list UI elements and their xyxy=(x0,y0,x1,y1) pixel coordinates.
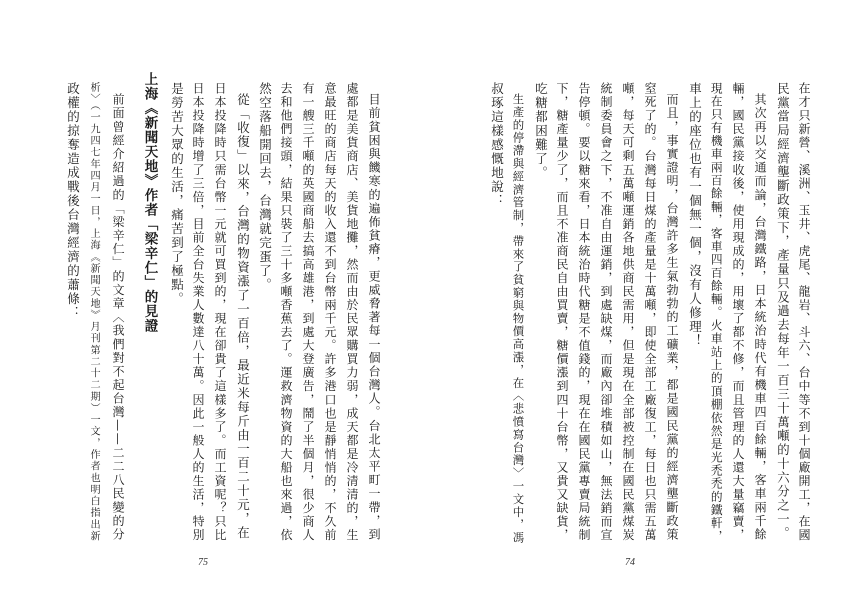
text-column: 是勞苦大眾的生活，痛苦到了極點。 xyxy=(169,82,185,306)
text-column: 吃糖都困難了。 xyxy=(533,82,549,180)
text-column: 去和他們接頭，結果只裝了三十多噸香蕉去了。運救濟物資的大船也來過，依 xyxy=(279,82,294,543)
section-heading: 上海《新聞天地》作者「梁辛仁」的見證 xyxy=(141,72,158,333)
text-column: 輛，國民黨接收後，使用現成的，用壞了都不修，而且管理的人還大量竊賣， xyxy=(731,82,746,543)
page-number: 75 xyxy=(198,557,208,568)
text-column: 處都是美貨商店、美貨地攤，然而由於民眾購買力弱，成天都是冷清清的，生 xyxy=(345,82,360,543)
text-column: 民黨當局經濟壟斷政策下，產量只及過去每年一百三十萬噸的十六分之一。 xyxy=(775,82,791,541)
text-column: 叔琢這樣感慨地說： xyxy=(489,82,505,208)
text-column: 統制委員會之下，不准自由運銷，到處缺煤，而廠內卻堆積如山，無法銷而宣 xyxy=(599,82,614,543)
text-column: 而且，事實證明，台灣許多生氣勃勃的工礦業，都是國民黨的經濟壟斷政策 xyxy=(665,93,680,542)
text-column: 現在只有機車兩百餘輛，客車四百餘輛。火車站上的頂棚依然是光禿禿的鐵軒， xyxy=(709,82,724,544)
text-column: 有一艘三千噸的英國商船去搞高雄港，到處大登廣告，鬧了半個月，很少商人 xyxy=(301,82,316,543)
text-column: 噸，每天可剩五萬噸運銷各地供商民需用，但是現在全部被控制在國民黨煤炭 xyxy=(621,82,636,543)
text-column: 析〉（一九四七年四月一日，上海《新聞天地》月刊第二十二期）一文，作者也明白指出新 xyxy=(88,82,100,543)
text-column: 在才只新營、溪洲、玉井、虎尾、龍岩、斗六、台中等不到十個廠開工，在國 xyxy=(797,82,812,543)
text-column: 車上的座位也有一個無一個，沒有人修理！ xyxy=(687,82,703,348)
text-column: 日本投降時增了三倍，目前全台失業人數達八十萬。因此一般人的生活，特別 xyxy=(191,82,206,543)
text-column: 窒死了的。台灣每日煤的產量是十萬噸，即使全部工廠復工，每日也只需五萬 xyxy=(643,82,658,543)
text-column: 從「收復」以來，台灣的物資漲了一百倍，最近米每斤由一百二十元，在 xyxy=(235,93,251,541)
text-column: 意最旺的商店每天的收入還不到台幣兩千元。許多港口也是靜悄悄的，不久前 xyxy=(323,82,338,543)
text-column: 前面曾經介紹過的「梁辛仁」的文章〈我們對不起台灣——二二八民變的分 xyxy=(111,93,126,542)
page-number: 74 xyxy=(625,557,635,568)
right-page xyxy=(425,0,850,603)
text-column: 告停頓。要以糖來看，日本統治時代糖是不值錢的，現在在國民黨專賣局統制 xyxy=(577,82,592,543)
text-column: 日本投降時只需台幣一元就可買到的，現在卻貴了這樣多了。而工資呢？只比 xyxy=(213,82,228,543)
text-column: 目前貧困與饑寒的遍佈貧瘠，更威脅著每一個台灣人。台北太平町一帶，到 xyxy=(367,93,382,542)
text-column: 下，糖產量少了，而且不准商民自由買賣，糖價漲到四十台幣，又貴又缺貨， xyxy=(555,82,570,543)
text-column: 生產的停滯與經濟管制，帶來了貧窮與物價高漲，在〈悲憤寫台灣〉一文中，馮 xyxy=(511,93,526,545)
text-column: 政權的掠奪造成戰後台灣經濟的蕭條： xyxy=(65,82,81,320)
text-column: 其次再以交通而論，台灣鐵路，日本統治時代有機車四百餘輛，客車兩千餘 xyxy=(753,93,768,542)
text-column: 然空落船開回去，台灣就完蛋了。 xyxy=(257,82,273,292)
